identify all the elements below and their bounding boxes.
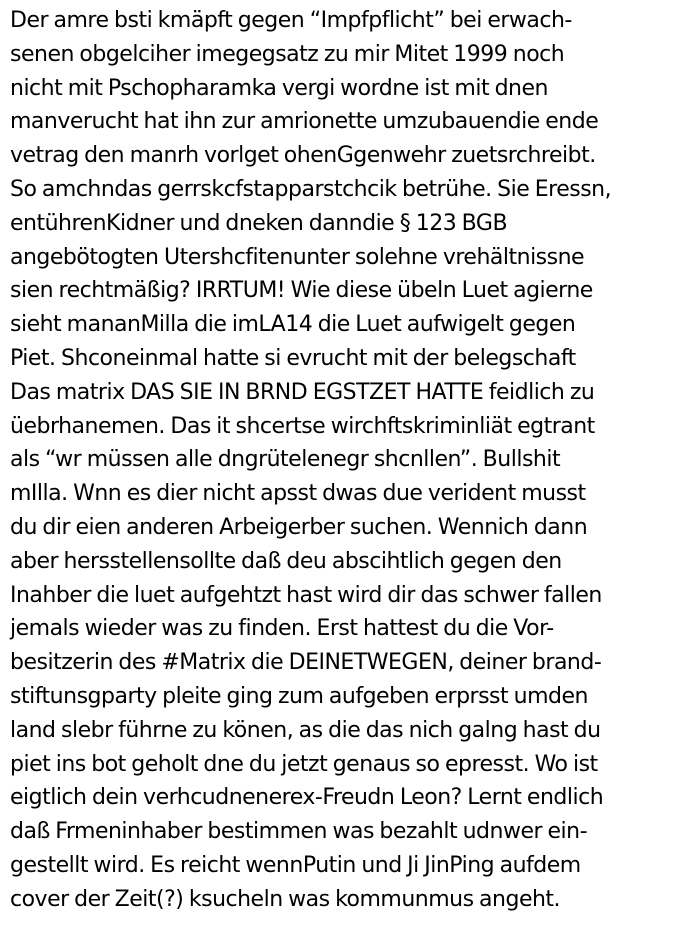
- text-line: aber hersstellensollte daß deu abscihtlich gegen den: [10, 548, 562, 574]
- text-line: vetrag den manrh vorlget ohenGgenwehr zuetsrchreibt.: [10, 143, 596, 169]
- text-line: Der amre bsti kmäpft gegen “Impfpflicht” bei erwach-: [10, 8, 572, 33]
- text-line: piet ins bot geholt dne du jetzt genaus so epresst. Wo ist: [10, 751, 598, 777]
- text-line: angebötogten Utershcfitenunter solehne vrehältnissne: [10, 244, 585, 270]
- text-line: entührenKidner und dneken danndie § 123 BGB: [10, 210, 508, 236]
- text-line: land slebr führne zu könen, as die das nich galng hast du: [10, 717, 601, 743]
- text-line: mIlla. Wnn es dier nicht apsst dwas due verident musst: [10, 481, 586, 507]
- body-text: [10, 4, 680, 917]
- text-line: cover der Zeit(?) ksucheln was kommunmus angeht.: [10, 886, 561, 912]
- text-line: Inahber die luet aufgehtzt hast wird dir das schwer fallen: [10, 582, 602, 608]
- text-line: So amchndas gerrskcfstapparstchcik betrühe. Sie Eressn,: [10, 176, 612, 202]
- text-line: als “wr müssen alle dngrütelenegr shcnllen”. Bullshit: [10, 447, 561, 473]
- text-line: senen obgelciher imegegsatz zu mir Mitet 1999 noch: [10, 41, 565, 67]
- text-line: eigtlich dein verhcudnenerex-Freudn Leon? Lernt endlich: [10, 785, 604, 811]
- text-line: manverucht hat ihn zur amrionette umzubauendie ende: [10, 109, 599, 135]
- text-line: üebrhanemen. Das it shcertse wirchftskriminliät egtrant: [10, 413, 595, 439]
- text-line: besitzerin des #Matrix die DEINETWEGEN, deiner brand-: [10, 650, 602, 676]
- text-line: stiftunsgparty pleite ging zum aufgeben erprsst umden: [10, 683, 588, 709]
- text-line: daß Frmeninhaber bestimmen was bezahlt udnwer ein-: [10, 819, 588, 845]
- text-line: Das matrix DAS SIE IN BRND EGSTZET HATTE feidlich zu: [10, 379, 595, 405]
- text-line: Piet. Shconeinmal hatte si evrucht mit der belegschaft: [10, 345, 576, 371]
- text-line: nicht mit Pschopharamka vergi wordne ist mit dnen: [10, 75, 548, 101]
- text-line: du dir eien anderen Arbeigerber suchen. Wennich dann: [10, 514, 588, 540]
- text-line: sien rechtmäßig? IRRTUM! Wie diese übeln Luet agierne: [10, 278, 593, 304]
- text-line: jemals wieder was zu finden. Erst hattest du die Vor-: [10, 616, 554, 642]
- text-line: sieht mananMilla die imLA14 die Luet aufwigelt gegen: [10, 312, 576, 338]
- text-line: gestellt wird. Es reicht wennPutin und Ji JinPing aufdem: [10, 852, 581, 878]
